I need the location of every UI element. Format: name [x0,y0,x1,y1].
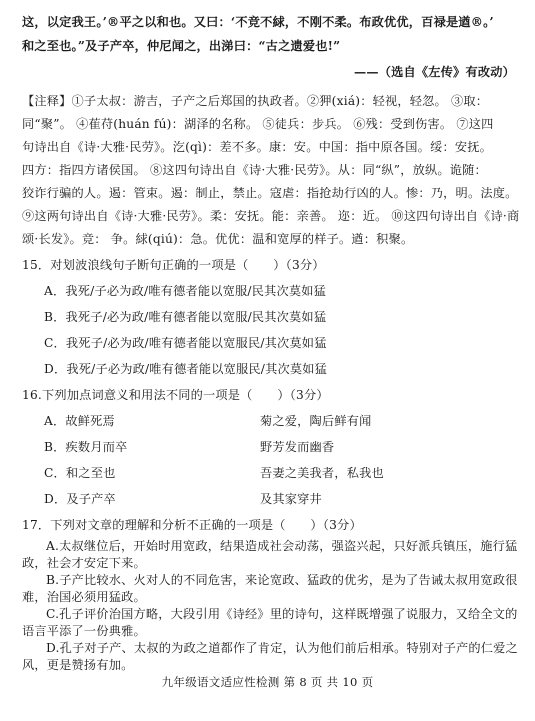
passage-line-2: 和之至也。”及子产卒，仲尼闻之，出涕曰：“古之遗爱也!” [22,39,341,53]
q16-row-d-right: 及其家穿井 [260,492,322,506]
note-line-2: 同“聚”。 ④萑苻(huán fú)：湖泽的名称。 ⑤徒兵：步兵。 ⑥残：受到伤害。 ⑦这四 [22,117,494,131]
note-line-5: 狡诈行骗的人。遏：管束。遏：制止，禁止。寇虐：指抢劫行凶的人。惨：乃，明。法度。 [22,186,518,200]
q17-line-6: 语言平添了一份典雅。 [22,624,146,638]
q16-row-b [44,439,517,455]
q17-line-4: 难，治国必须用猛政。 [22,590,146,604]
q16-stem: 16.下列加点词意义和用法不同的一项是（ ）（3分） [22,388,329,402]
q17-line-3: B.子产比较水、火对人的不同危害，来论宽政、猛政的优劣，是为了告诫太叔用宽政很 [46,573,518,587]
q16-row-d [44,491,517,507]
q16-row-a-left: A．故鲜死焉 [44,414,115,428]
q16-row-a-right: 菊之爱，陶后鲜有闻 [260,414,372,428]
q15-stem: 15．对划波浪线句子断句正确的一项是（ ）（3分） [22,258,325,272]
q16-row-c [44,465,517,481]
q17-line-8: 风，更是赞扬有加。 [22,658,134,672]
q17-line-5: C.孔子评价治国方略，大段引用《诗经》里的诗句，这样既增强了说服力，又给全文的 [46,607,518,621]
q15-option-d: D．我死/子必为政/唯有德者能以宽服民/其次莫如猛 [44,362,328,376]
q15-option-b: B．我死子/必为政/唯有德者能以宽服/民其次莫如猛 [44,310,327,324]
q17-line-7: D.孔子对子产、太叔的为政之道都作了肯定，认为他们前后相承。特别对子产的仁爱之 [46,641,518,655]
passage-line-1: 这，以定我王。’®平之以和也。又曰：‘不竞不絿，不刚不柔。布政优优，百禄是遒®。’ [22,15,494,29]
page-footer: 九年级语文适应性检测 第 8 页 共 10 页 [161,675,374,689]
note-line-1: 【注释】①子太叔：游吉，子产之后郑国的执政者。②狎(xiá)：轻视，轻忽。 ③取： [22,94,489,108]
q15-option-a: A．我死/子必为政/唯有德者能以宽服/民其次莫如猛 [44,284,327,298]
q17-stem: 17．下列对文章的理解和分析不正确的一项是（ ）（3分） [22,518,362,532]
q16-row-b-right: 野芳发而幽香 [260,440,335,454]
note-line-4: 四方：指四方诸侯国。 ⑧这四句诗出自《诗·大雅·民劳》。从：同“纵”，放纵。诡随： [22,163,487,177]
q16-row-a [44,413,517,429]
passage-source: ——（选自《左传》有改动） [353,65,515,79]
q16-row-b-left: B．疾数月而卒 [44,440,128,454]
note-line-7: 颂·长发》。竞： 争。絿(qiú)：急。优优：温和宽厚的样子。遒：积聚。 [22,232,414,246]
q17-line-1: A.太叔继位后，开始时用宽政，结果造成社会动荡，强盗兴起，只好派兵镇压，施行猛 [46,539,518,553]
q16-row-c-right: 吾妻之美我者，私我也 [260,466,384,480]
note-line-3: 句诗出自《诗·大雅·民劳》。汔(qì)：差不多。康：安。中国：指中原各国。绥：安抚。 [22,140,493,154]
q16-row-c-left: C．和之至也 [44,466,116,480]
q16-row-d-left: D．及子产卒 [44,492,116,506]
note-line-6: ⑨这两句诗出自《诗·大雅·民劳》。柔：安抚。能：亲善。 迩：近。 ⑩这四句诗出自《诗·商 [22,209,520,223]
q17-line-2: 政，社会才安定下来。 [22,556,146,570]
q15-option-c: C．我死子/必为政/唯有德者能以宽服民/其次莫如猛 [44,336,327,350]
